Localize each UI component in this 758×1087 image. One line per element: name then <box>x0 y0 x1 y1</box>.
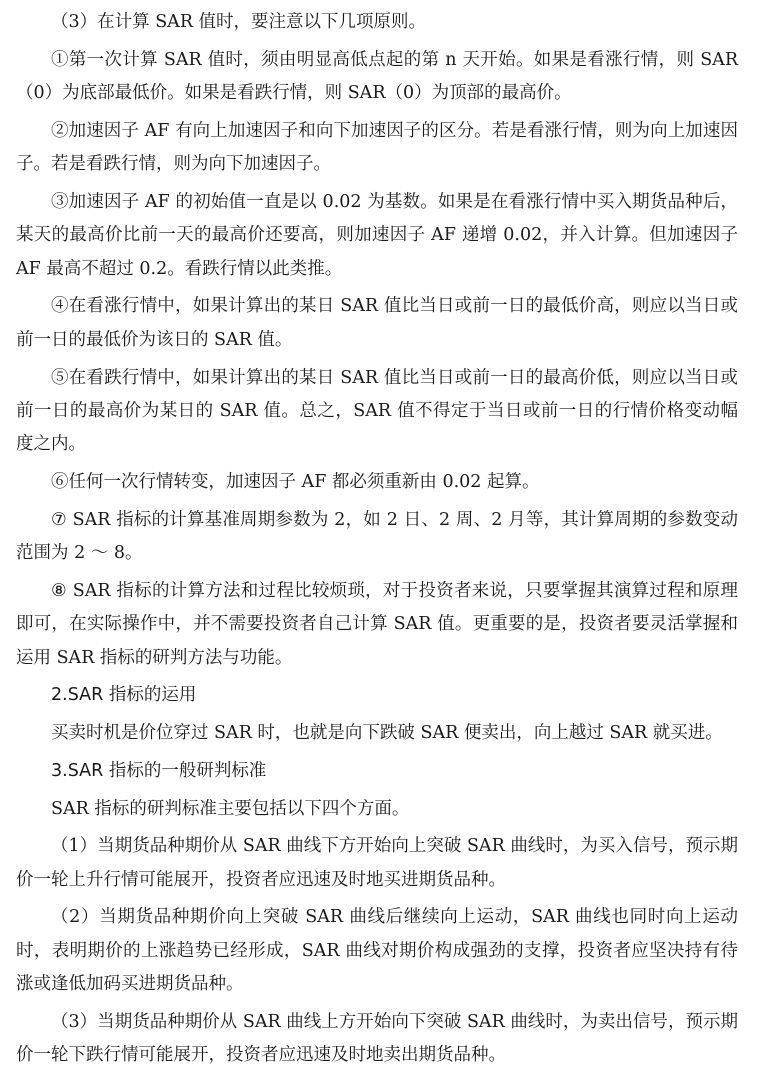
criterion-3: （3）当期货品种期价从 SAR 曲线上方开始向下突破 SAR 曲线时，为卖出信号，预示期价一轮下跌行情可能展开，投资者应迅速及时地卖出期货品种。 <box>16 1011 738 1066</box>
criteria-intro: SAR 指标的研判标准主要包括以下四个方面。 <box>51 798 410 819</box>
principle-5: ⑤在看跌行情中，如果计算出的某日 SAR 值比当日或前一日的最高价低，则应以当日或前一日的最高价为某日的 SAR 值。总之，SAR 值不得定于当日或前一日的行情价格变动幅度之内。 <box>16 367 738 455</box>
principle-1: ①第一次计算 SAR 值时，须由明显高低点起的第 n 天开始。如果是看涨行情，则 SAR（0）为底部最低价。如果是看跌行情，则 SAR（0）为顶部的最高价。 <box>16 49 738 104</box>
principle-6: ⑥任何一次行情转变，加速因子 AF 都必须重新由 0.02 起算。 <box>51 472 540 493</box>
principle-8: ⑧ SAR 指标的计算方法和过程比较烦琐，对于投资者来说，只要掌握其演算过程和原理即可，在实际操作中，并不需要投资者自己计算 SAR 值。更重要的是，投资者要灵活掌握和运用 SAR 指标的研判方法与功能。 <box>16 580 738 668</box>
section-heading-usage: 2.SAR 指标的运用 <box>51 685 197 706</box>
usage-paragraph: 买卖时机是价位穿过 SAR 时，也就是向下跌破 SAR 便卖出，向上越过 SAR 就买进。 <box>51 723 723 744</box>
criterion-1: （1）当期货品种期价从 SAR 曲线下方开始向上突破 SAR 曲线时，为买入信号，预示期价一轮上升行情可能展开，投资者应迅速及时地买进期货品种。 <box>16 836 738 890</box>
principle-4: ④在看涨行情中，如果计算出的某日 SAR 值比当日或前一日的最低价高，则应以当日或前一日的最低价为该日的 SAR 值。 <box>16 296 738 350</box>
principle-2: ②加速因子 AF 有向上加速因子和向下加速因子的区分。若是看涨行情，则为向上加速因子。若是看跌行情，则为向下加速因子。 <box>16 120 738 175</box>
criterion-2: （2）当期货品种期价向上突破 SAR 曲线后继续向上运动，SAR 曲线也同时向上运动时，表明期价的上涨趋势已经形成，SAR 曲线对期价构成强劲的支撑，投资者应坚决持有待涨或逢低加码买进期货品种。 <box>16 907 738 995</box>
principles-intro: （3）在计算 SAR 值时，要注意以下几项原则。 <box>51 12 427 32</box>
section-heading-criteria: 3.SAR 指标的一般研判标准 <box>51 760 267 781</box>
principle-7: ⑦ SAR 指标的计算基准周期参数为 2，如 2 日、2 周、2 月等，其计算周期的参数变动范围为 2 ～ 8。 <box>16 509 738 564</box>
principle-3: ③加速因子 AF 的初始值一直是以 0.02 为基数。如果是在看涨行情中买入期货品种后，某天的最高价比前一天的最高价还要高，则加速因子 AF 递增 0.02，并入计算。但加速因子 AF 最高不超过 0.2。看跌行情以此类推。 <box>16 191 738 279</box>
